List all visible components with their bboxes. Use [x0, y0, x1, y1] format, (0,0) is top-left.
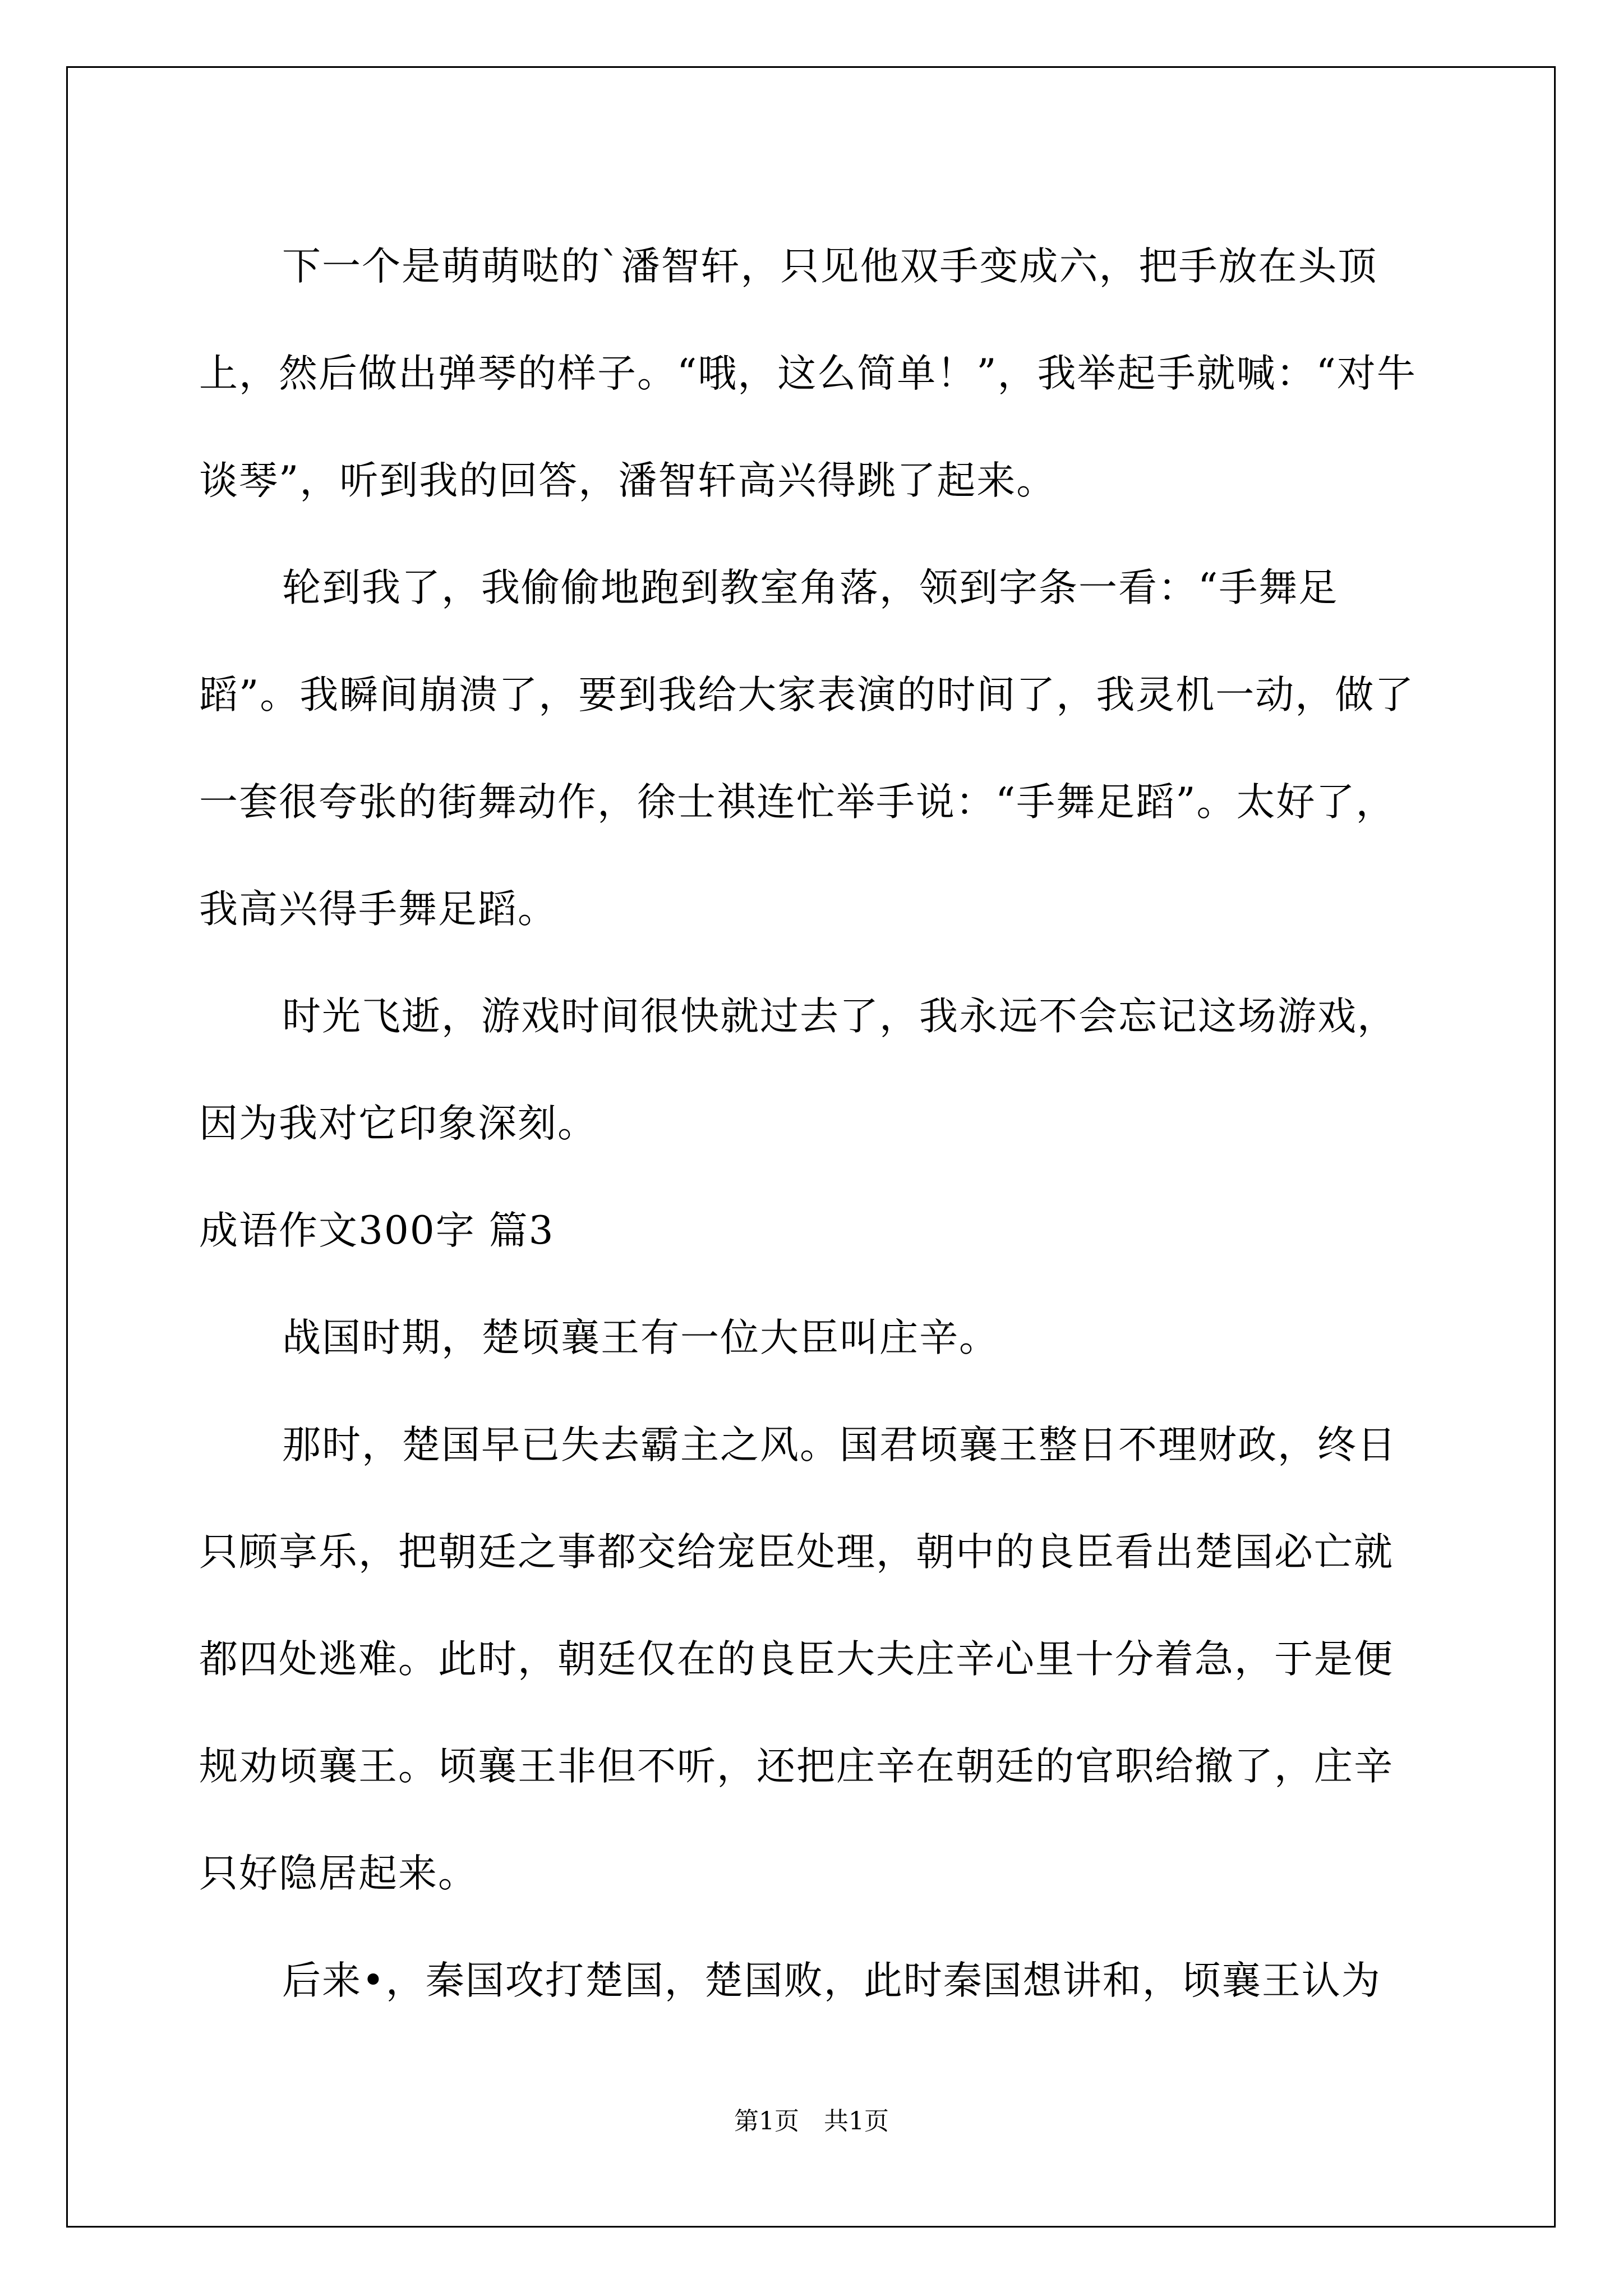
paragraph: 战国时期，楚顷襄王有一位大臣叫庄辛。: [282, 1315, 999, 1360]
paragraph: 轮到我了，我偷偷地跑到教室角落，领到字条一看：“手舞足蹈”。我瞬间崩溃了，要到我给大家表演的时间了，我灵机一动，做了一套很夸张的街舞动作，徐士祺连忙举手说：“手舞足蹈”。太好了，我高兴得手舞足蹈。: [199, 565, 1415, 932]
paragraph: 那时，楚国早已失去霸主之风。国君顷襄王整日不理财政，终日只顾享乐，把朝廷之事都交给宠臣处理，朝中的良臣看出楚国必亡就都四处逃难。此时，朝廷仅在的良臣大夫庄辛心里十分着急，于是便规劝顷襄王。顷襄王非但不听，还把庄辛在朝廷的官职给撤了，庄辛只好隐居起来。: [199, 1423, 1397, 1896]
document-body: [199, 213, 1427, 2035]
section-heading: 成语作文300字 篇3: [199, 1208, 555, 1253]
page-footer: 第1页 共1页: [734, 2107, 889, 2136]
paragraph: 时光飞逝，游戏时间很快就过去了，我永远不会忘记这场游戏，因为我对它印象深刻。: [199, 994, 1397, 1146]
paragraph: 下一个是萌萌哒的`潘智轩，只见他双手变成六，把手放在头顶上，然后做出弹琴的样子。“哦，这么简单！”，我举起手就喊：“对牛谈琴”，听到我的回答，潘智轩高兴得跳了起来。: [199, 244, 1417, 503]
paragraph: 后来•，秦国攻打楚国，楚国败，此时秦国想讲和，顷襄王认为: [282, 1958, 1381, 2003]
